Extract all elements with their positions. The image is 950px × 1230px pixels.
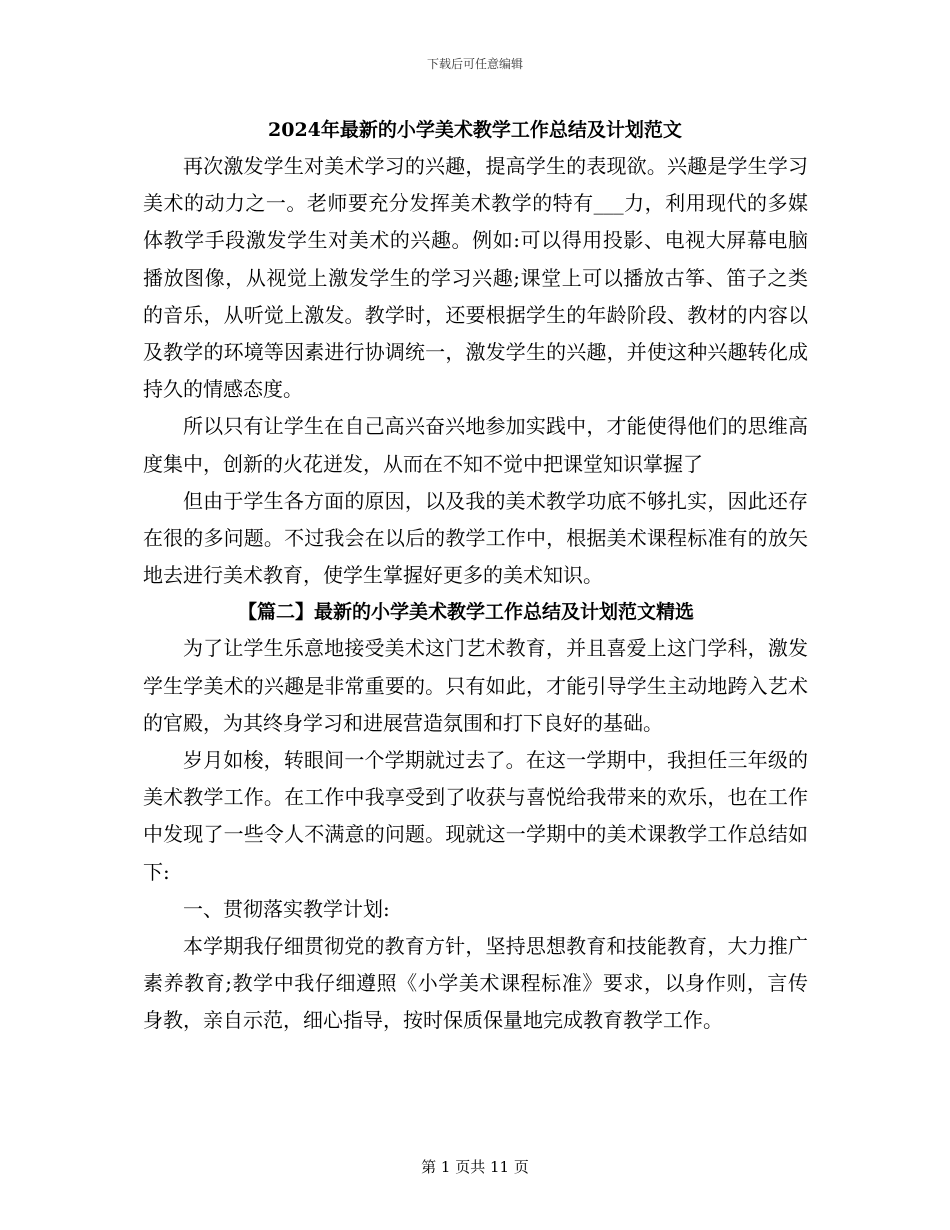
- section-heading: 【篇二】最新的小学美术教学工作总结及计划范文精选: [238, 601, 695, 624]
- paragraph: 本学期我仔细贯彻党的教育方针，坚持思想教育和技能教育，大力推广素养教育;教学中我仔细遵照《小学美术课程标准》要求，以身作则，言传身教，亲自示范，细心指导，按时保质保量地完成教育教学工作。: [143, 934, 808, 1033]
- document-title: 2024年最新的小学美术教学工作总结及计划范文: [268, 119, 682, 141]
- paragraph: 岁月如梭，转眼间一个学期就过去了。在这一学期中，我担任三年级的美术教学工作。在工作中我享受到了收获与喜悦给我带来的欢乐，也在工作中发现了一些令人不满意的问题。现就这一学期中的美术课教学工作总结如下:: [143, 748, 808, 884]
- paragraph: 但由于学生各方面的原因，以及我的美术教学功底不够扎实，因此还存在很的多问题。不过我会在以后的教学工作中，根据美术课程标准有的放矢地去进行美术教育，使学生掌握好更多的美术知识。: [143, 488, 808, 588]
- list-heading: 一、贯彻落实教学计划:: [183, 896, 390, 921]
- paragraph: 所以只有让学生在自己高兴奋兴地参加实践中，才能使得他们的思维高度集中，创新的火花迸发，从而在不知不觉中把课堂知识掌握了: [143, 414, 808, 476]
- document-body: [143, 112, 808, 1040]
- page-header-note: 下载后可任意编辑: [426, 57, 523, 71]
- paragraph: 再次激发学生对美术学习的兴趣，提高学生的表现欲。兴趣是学生学习美术的动力之一。老师要充分发挥美术教学的特有___力，利用现代的多媒体教学手段激发学生对美术的兴趣。例如:可以得用投影、电视大屏幕电脑播放图像，从视觉上激发学生的学习兴趣;课堂上可以播放古筝、笛子之类的音乐，从听觉上激发。教学时，还要根据学生的年龄阶段、教材的内容以及教学的环境等因素进行协调统一，激发学生的兴趣，并使这种兴趣转化成持久的情感态度。: [143, 154, 808, 402]
- page-number-footer: 第 1 页共 11 页: [421, 1158, 529, 1176]
- paragraph: 为了让学生乐意地接受美术这门艺术教育，并且喜爱上这门学科，激发学生学美术的兴趣是非常重要的。只有如此，才能引导学生主动地跨入艺术的官殿，为其终身学习和进展营造氛围和打下良好的基础。: [143, 636, 808, 735]
